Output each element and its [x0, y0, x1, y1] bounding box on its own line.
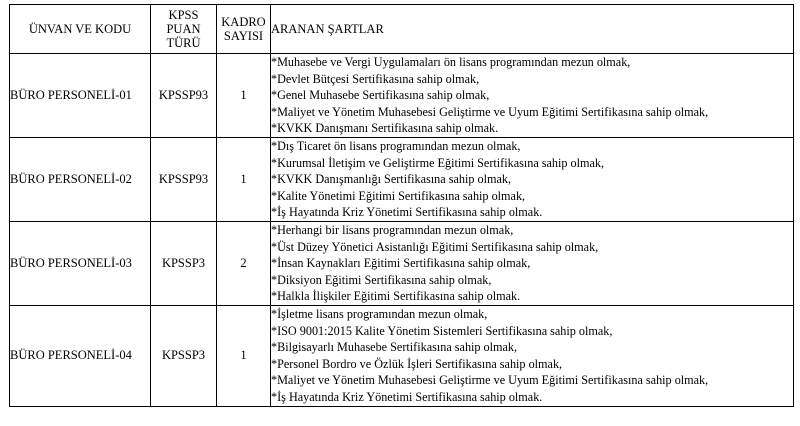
requirements-cell	[271, 306, 794, 407]
kpss-score-type: KPSSP93	[151, 54, 217, 138]
requirement-item: *Diksiyon Eğitimi Sertifikasına sahip olmak,	[271, 272, 492, 287]
job-requirements-table	[9, 4, 794, 407]
requirements-cell	[271, 222, 794, 306]
requirement-item: *Maliyet ve Yönetim Muhasebesi Geliştirme ve Uyum Eğitimi Sertifikasına sahip olmak,	[271, 373, 709, 388]
header-kadro-line: SAYISI	[223, 29, 264, 43]
requirement-item: *Muhasebe ve Vergi Uygulamaları ön lisans programından mezun olmak,	[271, 55, 631, 70]
position-count: 2	[217, 222, 271, 306]
position-title: BÜRO PERSONELİ-03	[10, 222, 151, 306]
requirement-item: *Personel Bordro ve Özlük İşleri Sertifikasına sahip olmak,	[271, 356, 563, 371]
requirement-item: *Genel Muhasebe Sertifikasına sahip olmak,	[271, 88, 490, 103]
position-count: 1	[217, 54, 271, 138]
header-kpss	[151, 5, 217, 54]
position-title: BÜRO PERSONELİ-02	[10, 138, 151, 222]
kpss-score-type: KPSSP3	[151, 222, 217, 306]
kpss-score-type: KPSSP3	[151, 306, 217, 407]
header-kpss-line: PUAN	[166, 22, 201, 36]
header-kpss-line: KPSS	[168, 8, 199, 22]
requirement-item: *Üst Düzey Yönetici Asistanlığı Eğitimi Sertifikasına sahip olmak,	[271, 239, 599, 254]
table-row	[10, 54, 794, 138]
header-title: ÜNVAN VE KODU	[10, 5, 151, 54]
requirement-item: *ISO 9001:2015 Kalite Yönetim Sistemleri Sertifikasına sahip olmak,	[271, 323, 613, 338]
requirement-item: *Herhangi bir lisans programından mezun olmak,	[271, 223, 514, 238]
requirement-item: *Bilgisayarlı Muhasebe Sertifikasına sahip olmak,	[271, 340, 518, 355]
header-requirements: ARANAN ŞARTLAR	[271, 5, 794, 54]
table-row	[10, 306, 794, 407]
requirement-item: *Kurumsal İletişim ve Geliştirme Eğitimi Sertifikasına sahip olmak,	[271, 155, 605, 170]
requirement-item: *KVKK Danışmanlığı Sertifikasına sahip olmak,	[271, 172, 511, 187]
kpss-score-type: KPSSP93	[151, 138, 217, 222]
requirement-item: *Halkla İlişkiler Eğitimi Sertifikasına sahip olmak.	[271, 289, 521, 304]
requirement-item: *İş Hayatında Kriz Yönetimi Sertifikasına sahip olmak.	[271, 389, 543, 404]
position-title: BÜRO PERSONELİ-04	[10, 306, 151, 407]
requirement-item: *Dış Ticaret ön lisans programından mezun olmak,	[271, 139, 521, 154]
requirement-item: *KVKK Danışmanı Sertifikasına sahip olmak.	[271, 121, 499, 136]
requirement-item: *Devlet Bütçesi Sertifikasına sahip olmak,	[271, 71, 480, 86]
position-count: 1	[217, 306, 271, 407]
header-row	[10, 5, 794, 54]
requirement-item: *Maliyet ve Yönetim Muhasebesi Geliştirme ve Uyum Eğitimi Sertifikasına sahip olmak,	[271, 104, 709, 119]
header-kadro	[217, 5, 271, 54]
header-kadro-line: KADRO	[221, 15, 266, 29]
position-count: 1	[217, 138, 271, 222]
requirements-cell	[271, 138, 794, 222]
position-title: BÜRO PERSONELİ-01	[10, 54, 151, 138]
requirements-cell	[271, 54, 794, 138]
header-kpss-line: TÜRÜ	[166, 36, 201, 50]
table-row	[10, 222, 794, 306]
table-body	[10, 54, 794, 407]
requirement-item: *İş Hayatında Kriz Yönetimi Sertifikasına sahip olmak.	[271, 205, 543, 220]
table-row	[10, 138, 794, 222]
requirement-item: *İşletme lisans programından mezun olmak,	[271, 307, 488, 321]
requirement-item: *Kalite Yönetimi Eğitimi Sertifikasına sahip olmak,	[271, 188, 526, 203]
requirement-item: *İnsan Kaynakları Eğitimi Sertifikasına sahip olmak,	[271, 256, 531, 271]
